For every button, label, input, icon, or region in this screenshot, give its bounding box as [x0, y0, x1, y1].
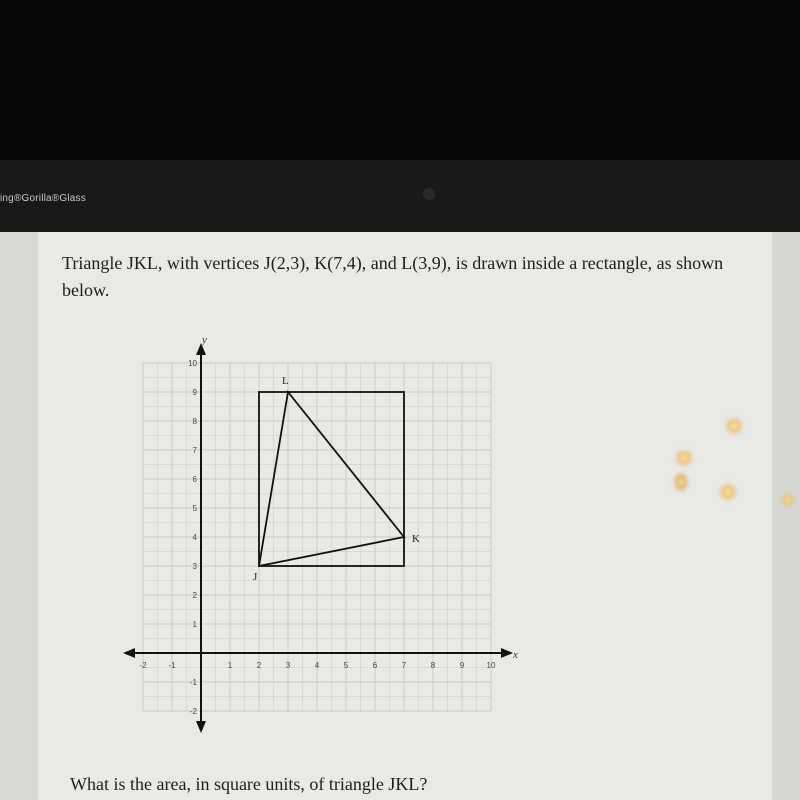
x-tick-label: 7: [401, 661, 407, 670]
x-tick-label: 2: [256, 661, 262, 670]
axis-arrowhead: [501, 648, 513, 658]
vertex-label-j: J: [253, 571, 258, 583]
y-tick-label: 5: [192, 504, 197, 513]
monitor-bezel-top: [0, 0, 800, 160]
x-tick-label: 10: [486, 661, 496, 670]
y-tick-label: -1: [189, 678, 197, 687]
y-tick-label: 4: [192, 533, 197, 542]
glare-spot: [726, 418, 742, 434]
x-tick-label: 3: [285, 661, 291, 670]
y-tick-label: 1: [192, 620, 197, 629]
axis-arrowhead: [123, 648, 135, 658]
x-tick-label: 5: [343, 661, 349, 670]
vertex-label-l: L: [282, 375, 289, 387]
vertex-label-k: K: [412, 533, 420, 545]
brand-text: ing®Gorilla®Glass: [0, 193, 86, 204]
y-tick-label: 7: [192, 446, 197, 455]
camera-icon: [423, 188, 435, 200]
y-tick-label: 8: [192, 417, 197, 426]
x-tick-label: 1: [227, 661, 233, 670]
glare-spot: [676, 450, 692, 466]
glare-spot: [674, 473, 688, 491]
x-tick-label: -1: [168, 661, 176, 670]
monitor-bezel-strip: [0, 160, 800, 232]
screen-edge-left: [0, 232, 38, 800]
y-tick-label: 2: [192, 591, 197, 600]
x-tick-label: 8: [430, 661, 436, 670]
question-prompt: What is the area, in square units, of triangle JKL?: [70, 774, 428, 794]
glare-spot: [782, 494, 794, 506]
y-tick-label: -2: [189, 707, 197, 716]
y-tick-label: 6: [192, 475, 197, 484]
x-tick-label: 6: [372, 661, 378, 670]
x-tick-label: 9: [459, 661, 465, 670]
y-axis-label: y: [202, 335, 207, 346]
glare-spot: [720, 484, 736, 500]
x-axis-label: x: [513, 649, 518, 661]
x-tick-label: 4: [314, 661, 320, 670]
x-tick-label: -2: [139, 661, 147, 670]
y-tick-label: 3: [192, 562, 197, 571]
y-tick-label: 9: [192, 388, 197, 397]
axis-arrowhead: [196, 721, 206, 733]
y-tick-label: 10: [188, 359, 197, 368]
question-text: Triangle JKL, with vertices J(2,3), K(7,4), and L(3,9), is drawn inside a rectangle, as shown below.: [62, 253, 724, 300]
screen-edge-right: [772, 232, 800, 800]
coordinate-figure: [120, 335, 530, 740]
